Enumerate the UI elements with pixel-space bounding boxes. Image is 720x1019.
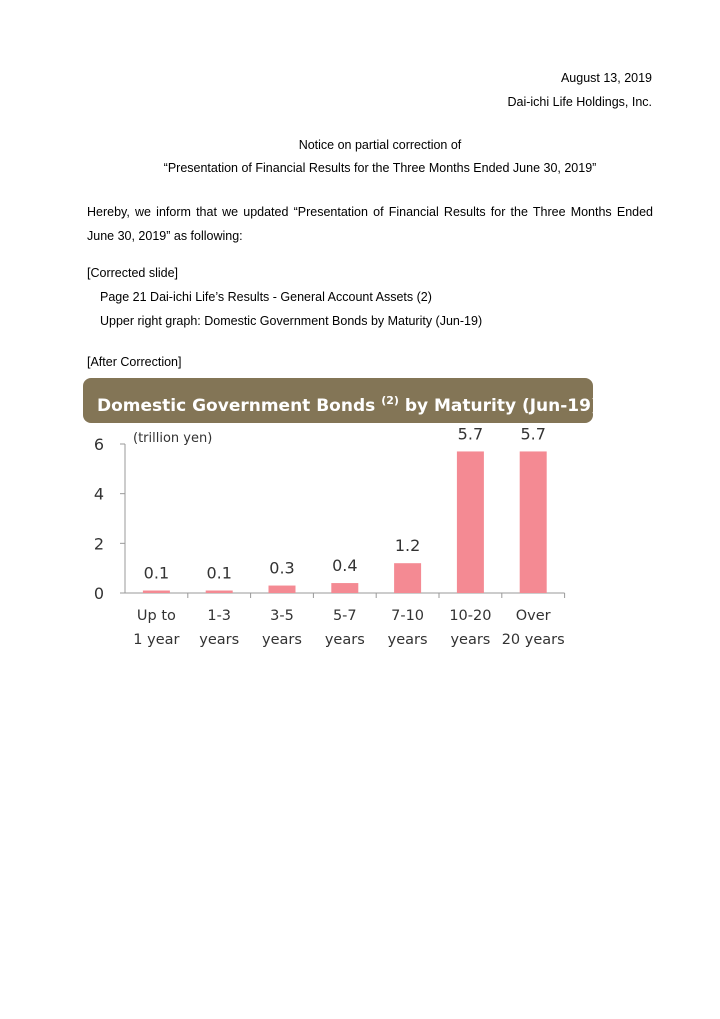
unit-label: (trillion yen) — [133, 431, 213, 446]
x-tick-label: 3-5 — [270, 608, 294, 624]
y-tick-label: 4 — [93, 484, 105, 504]
x-tick-label: 5-7 — [332, 608, 357, 624]
bar-value-label: 1.2 — [394, 536, 421, 556]
x-tick-label: years — [262, 632, 302, 648]
bar-value-label: 5.7 — [520, 424, 546, 444]
corrected-page-line: Page 21 Dai-ichi Life’s Results - General Account Assets (2) — [100, 290, 432, 304]
bar-value-label: 0.1 — [206, 563, 232, 583]
bar — [457, 451, 484, 593]
bar — [143, 591, 170, 593]
corrected-graph-line: Upper right graph: Domestic Government Bonds by Maturity (Jun-19) — [100, 314, 483, 328]
x-tick-label: 20 years — [501, 632, 565, 648]
company-name: Dai-ichi Life Holdings, Inc. — [507, 95, 652, 109]
x-tick-label: 10-20 — [449, 608, 492, 624]
x-tick-label: years — [324, 632, 365, 648]
chart-title-note-marker: (2) — [381, 394, 399, 407]
bar-value-label: 0.4 — [332, 556, 358, 576]
x-tick-label: years — [387, 632, 428, 648]
x-tick-label: 1-3 — [207, 608, 232, 624]
corrected-slide-label: [Corrected slide] — [87, 266, 179, 280]
bar — [394, 563, 421, 593]
y-tick-label: 0 — [93, 584, 105, 603]
bar-value-label: 0.3 — [269, 558, 295, 578]
bar — [206, 591, 233, 593]
chart-title-main: Domestic Government Bonds — [97, 396, 376, 416]
chart-title-suffix: by Maturity (Jun-19) — [404, 396, 599, 416]
bar — [331, 583, 358, 593]
y-tick-label: 2 — [93, 534, 105, 554]
after-correction-label: [After Correction] — [87, 355, 182, 369]
x-tick-label: Over — [515, 608, 551, 624]
x-tick-label: 1 year — [133, 632, 180, 648]
x-tick-label: years — [450, 632, 491, 648]
notice-title-line1: Notice on partial correction of — [298, 138, 462, 152]
x-tick-label: Up to — [136, 608, 176, 624]
bar — [269, 586, 296, 593]
bar-value-label: 0.1 — [143, 563, 170, 583]
x-tick-label: years — [199, 632, 240, 648]
y-tick-label: 6 — [93, 435, 105, 454]
document-date: August 13, 2019 — [560, 71, 652, 85]
notice-title-line2: “Presentation of Financial Results for the Three Months Ended June 30, 2019” — [163, 161, 597, 175]
x-tick-label: 7-10 — [391, 608, 425, 624]
bar-value-label: 5.7 — [457, 424, 484, 444]
bar — [520, 451, 547, 593]
notice-paragraph: Hereby, we inform that we updated “Presentation of Financial Results for the Three Months Ended June 30, 2019” as following: — [87, 205, 653, 243]
